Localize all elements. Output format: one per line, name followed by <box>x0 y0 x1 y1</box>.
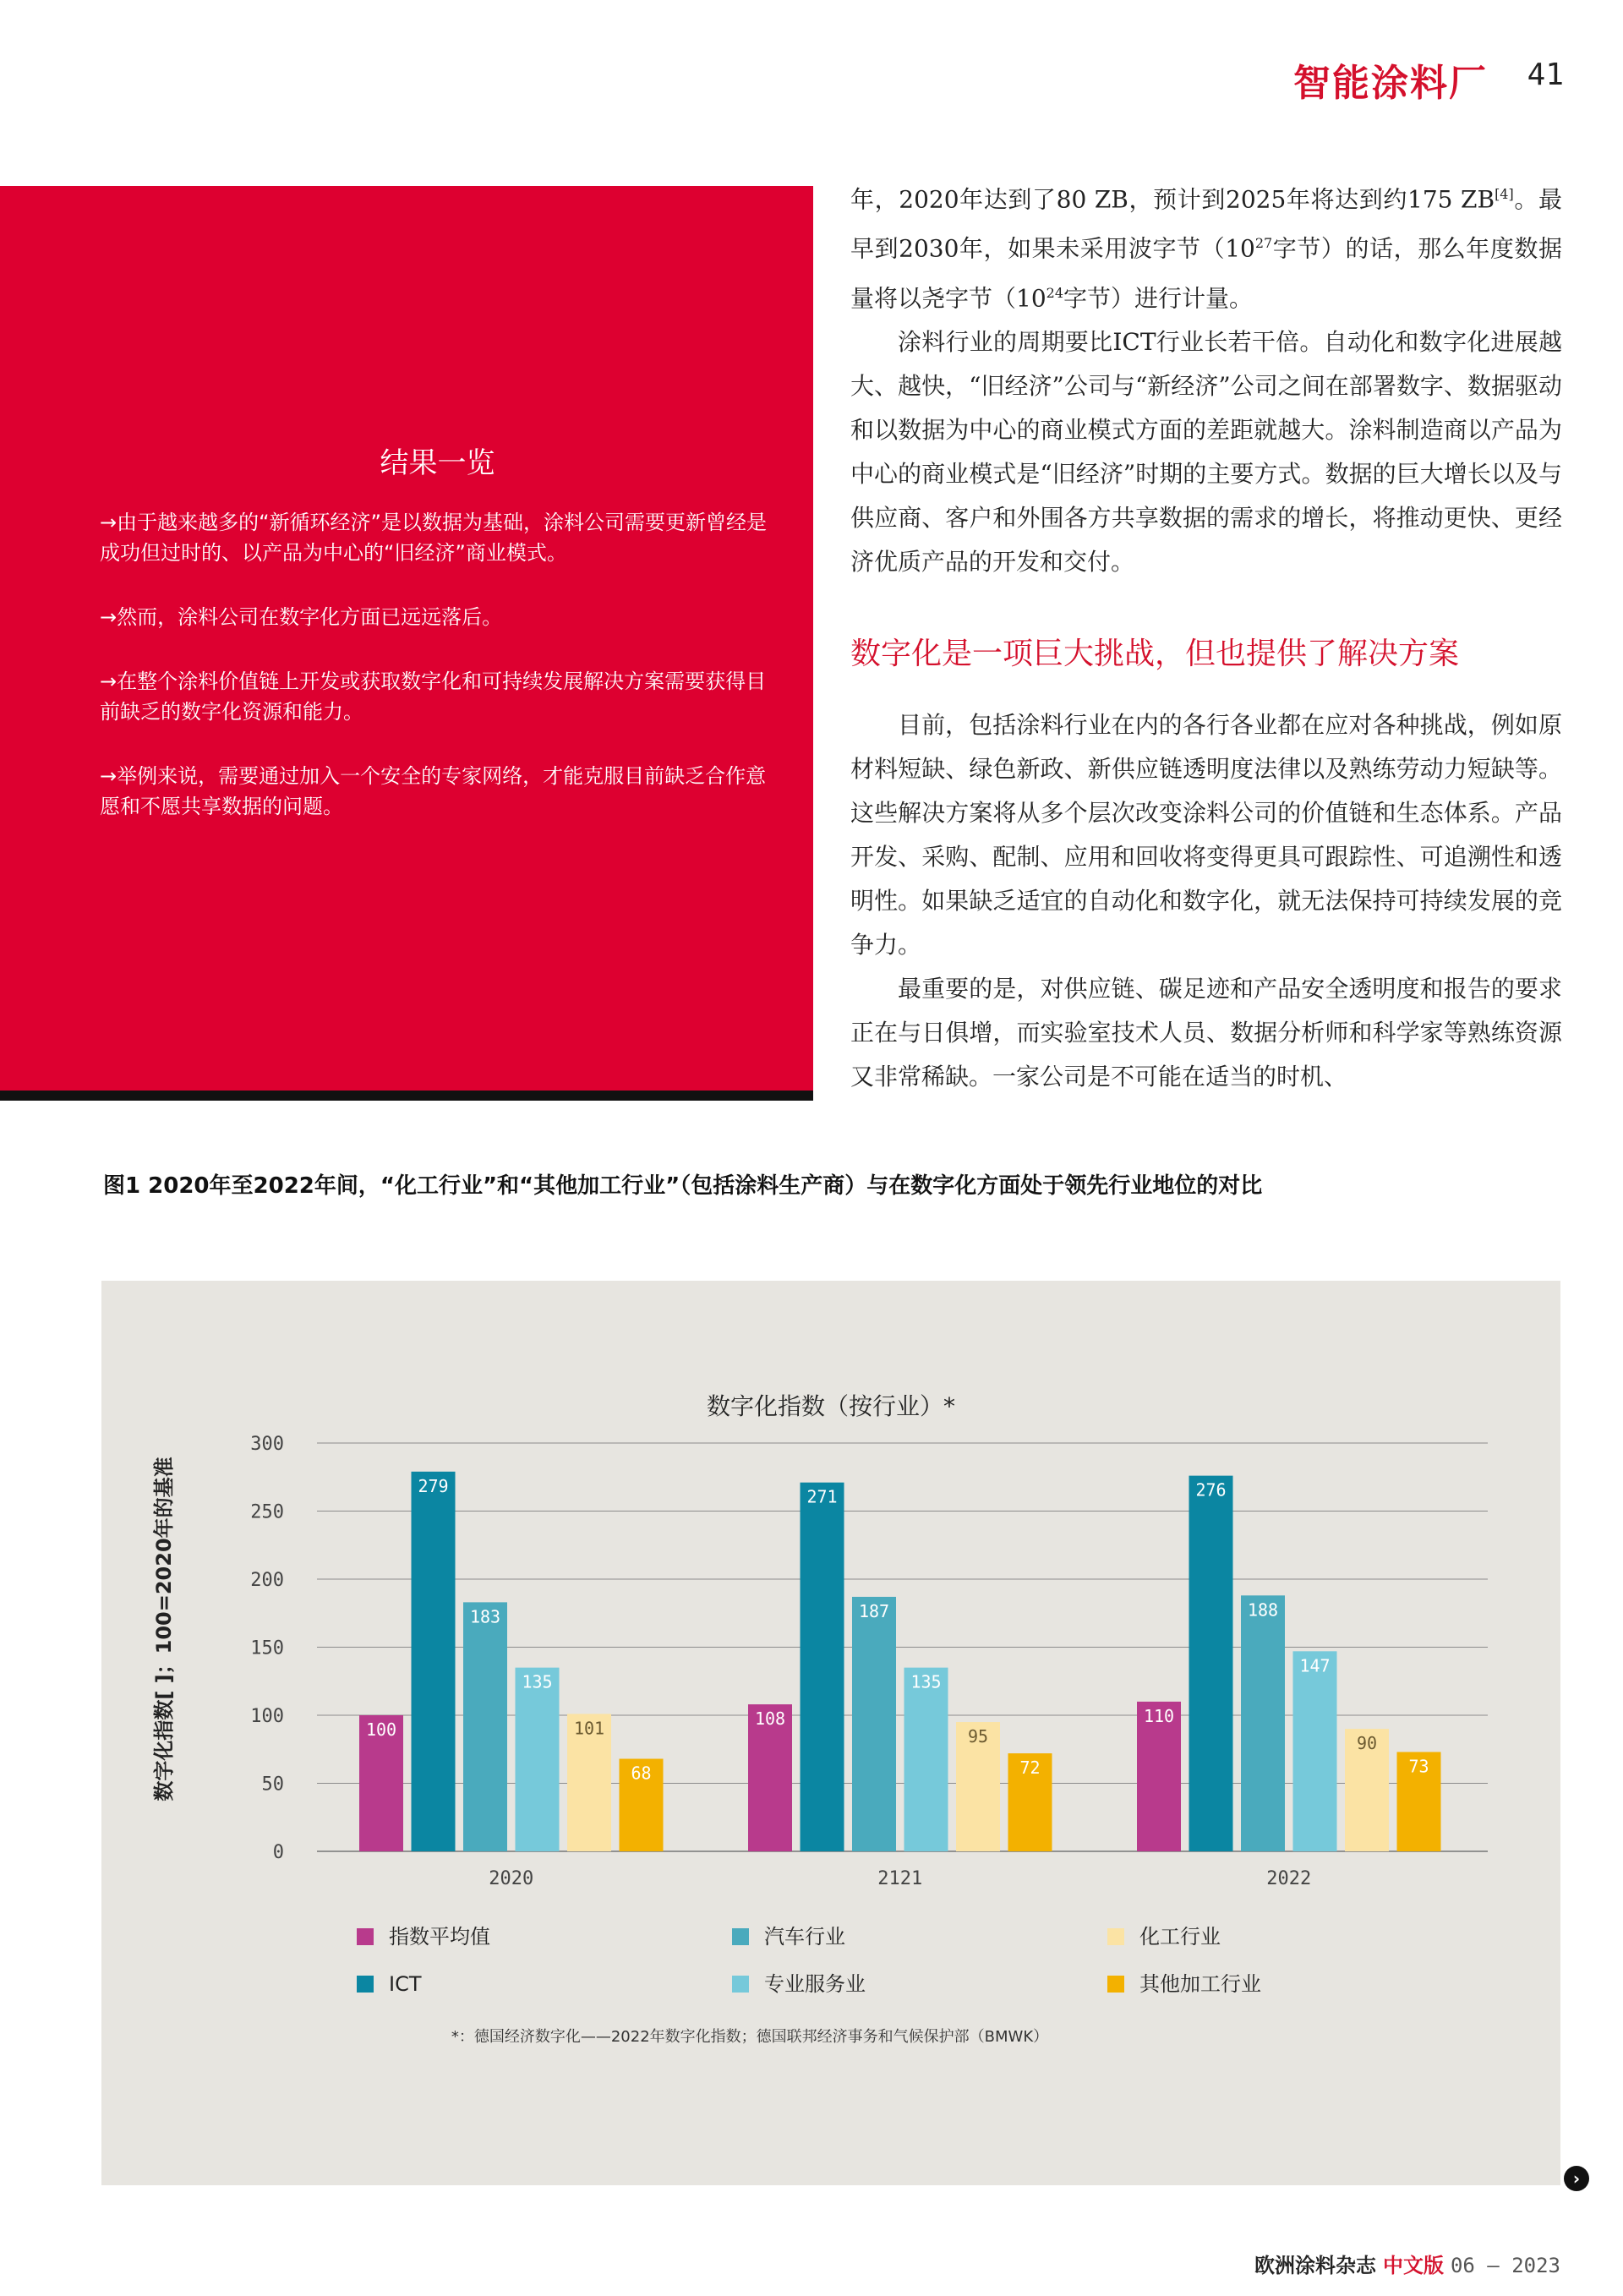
summary-item: →由于越来越多的“新循环经济”是以数据为基础，涂料公司需要更新曾经是成功但过时的、以产品为中心的“旧经济”商业模式。 <box>100 511 767 565</box>
body-column-lower <box>850 703 1562 1099</box>
bar-value-label: 279 <box>418 1475 449 1496</box>
bar-value-label: 110 <box>1143 1705 1175 1726</box>
bar-value-label: 68 <box>631 1763 652 1784</box>
bar-value-label: 271 <box>806 1486 838 1507</box>
legend-swatch <box>732 1976 749 1993</box>
bar <box>1189 1476 1233 1851</box>
reference-marker: [4] <box>1495 186 1514 202</box>
body-text-run: 字节）的话，那么年度数据量将以尧字节（10 <box>850 234 1562 312</box>
section-heading: 数字化是一项巨大挑战，但也提供了解决方案 <box>850 637 1460 671</box>
legend-swatch <box>1107 1976 1124 1993</box>
page-number: 41 <box>1527 57 1564 92</box>
next-page-icon[interactable]: › <box>1564 2166 1589 2191</box>
y-tick-label: 250 <box>250 1501 284 1523</box>
running-header-title: 智能涂料厂 <box>1293 62 1488 105</box>
x-axis-ticks <box>489 1868 1311 1889</box>
chart-title: 数字化指数（按行业）* <box>706 1392 956 1420</box>
legend <box>357 1925 1261 1996</box>
y-axis-label: 数字化指数[ ]；100=2020年的基准 <box>152 1457 176 1801</box>
bar-value-label: 187 <box>858 1600 890 1621</box>
summary-list <box>100 507 776 856</box>
bar-value-label: 108 <box>754 1708 786 1730</box>
y-tick-label: 150 <box>250 1637 284 1659</box>
bar-value-label: 135 <box>910 1671 942 1692</box>
x-tick-label: 2020 <box>489 1868 534 1889</box>
legend-label: 其他加工行业 <box>1139 1972 1261 1996</box>
bar-value-label: 183 <box>469 1606 501 1627</box>
body-text-run: 。最早到2030年，如果未采用波字节（10 <box>850 185 1562 263</box>
summary-item: →在整个涂料价值链上开发或获取数字化和可持续发展解决方案需要获得目前缺乏的数字化资源和能力。 <box>100 670 767 724</box>
bar-value-label: 276 <box>1195 1479 1227 1501</box>
bar-value-label: 90 <box>1356 1733 1378 1754</box>
bar <box>516 1668 560 1851</box>
body-paragraph: 最重要的是，对供应链、碳足迹和产品安全透明度和报告的要求正在与日俱增，而实验室技术人员、数据分析师和科学家等熟练资源又非常稀缺。一家公司是不可能在适当的时机、 <box>850 975 1562 1091</box>
bar-value-label: 135 <box>522 1671 553 1692</box>
summary-item: →然而，涂料公司在数字化方面已远远落后。 <box>100 605 503 629</box>
summary-panel-title: 结果一览 <box>380 446 495 480</box>
y-tick-label: 0 <box>272 1842 284 1863</box>
footer-edition: 中文版 <box>1382 2254 1444 2277</box>
page-footer <box>1254 2249 1560 2278</box>
bar-value-label: 73 <box>1408 1756 1429 1777</box>
legend-swatch <box>357 1976 374 1993</box>
y-tick-label: 300 <box>250 1434 284 1455</box>
y-axis-ticks <box>250 1434 284 1863</box>
body-column-upper <box>850 172 1562 584</box>
bar <box>412 1472 456 1851</box>
bar-chart <box>101 1281 1560 2185</box>
bars <box>359 1472 1441 1851</box>
legend-label: 指数平均值 <box>389 1925 490 1949</box>
bar-value-label: 72 <box>1019 1758 1041 1779</box>
chart-panel <box>101 1281 1560 2185</box>
chart-footnote: *：德国经济数字化——2022年数字化指数；德国联邦经济事务和气候保护部（BMWK） <box>451 2028 1049 2046</box>
legend-label: 专业服务业 <box>764 1972 866 1996</box>
exponent: 24 <box>1046 284 1063 301</box>
summary-panel-bottom-rule <box>0 1091 813 1101</box>
bar-value-label: 95 <box>967 1726 989 1747</box>
body-paragraph: 目前，包括涂料行业在内的各行各业都在应对各种挑战，例如原材料短缺、绿色新政、新供应链透明度法律以及熟练劳动力短缺等。这些解决方案将从多个层次改变涂料公司的价值链和生态体系。产品开发、采购、配制、应用和回收将变得更具可跟踪性、可追溯性和透明性。如果缺乏适宜的自动化和数字化，就无法保持可持续发展的竞争力。 <box>850 711 1562 959</box>
bar <box>1293 1651 1337 1851</box>
legend-swatch <box>1107 1928 1124 1945</box>
body-paragraph <box>850 172 1562 320</box>
bar <box>801 1483 844 1851</box>
bar <box>852 1597 896 1851</box>
y-tick-label: 50 <box>261 1774 284 1796</box>
body-text-run: 年，2020年达到了80 ZB，预计到2025年将达到约175 ZB <box>850 185 1495 214</box>
bar-value-label: 100 <box>365 1719 397 1740</box>
bar-value-label: 188 <box>1247 1599 1279 1621</box>
body-text-run: 字节）进行计量。 <box>1063 283 1254 312</box>
bar-value-label: 147 <box>1299 1655 1331 1676</box>
legend-swatch <box>357 1928 374 1945</box>
legend-label: 汽车行业 <box>764 1925 845 1949</box>
summary-item: →举例来说，需要通过加入一个安全的专家网络，才能克服目前缺乏合作意愿和不愿共享数据的问题。 <box>100 764 767 818</box>
x-tick-label: 2121 <box>877 1868 923 1889</box>
footer-issue: 06 – 2023 <box>1450 2254 1560 2277</box>
body-paragraph: 涂料行业的周期要比ICT行业长若干倍。自动化和数字化进展越大、越快，“旧经济”公司与“新经济”公司之间在部署数字、数据驱动和以数据为中心的商业模式方面的差距就越大。涂料制造商以产品为中心的商业模式是“旧经济”时期的主要方式。数据的巨大增长以及与供应商、客户和外围各方共享数据的需求的增长，将推动更快、更经济优质产品的开发和交付。 <box>850 327 1562 576</box>
footer-magazine: 欧洲涂料杂志 <box>1254 2254 1376 2277</box>
x-tick-label: 2022 <box>1266 1868 1312 1889</box>
bar <box>1241 1595 1285 1851</box>
bar <box>904 1668 948 1851</box>
y-tick-label: 100 <box>250 1706 284 1727</box>
legend-swatch <box>732 1928 749 1945</box>
bar-value-label: 101 <box>573 1718 605 1739</box>
legend-label: ICT <box>389 1972 422 1996</box>
bar <box>463 1602 507 1851</box>
y-tick-label: 200 <box>250 1570 284 1591</box>
exponent: 27 <box>1254 235 1273 252</box>
figure-caption: 图1 2020年至2022年间，“化工行业”和“其他加工行业”（包括涂料生产商）与在数字化方面处于领先行业地位的对比 <box>103 1173 1263 1199</box>
legend-label: 化工行业 <box>1139 1925 1221 1949</box>
